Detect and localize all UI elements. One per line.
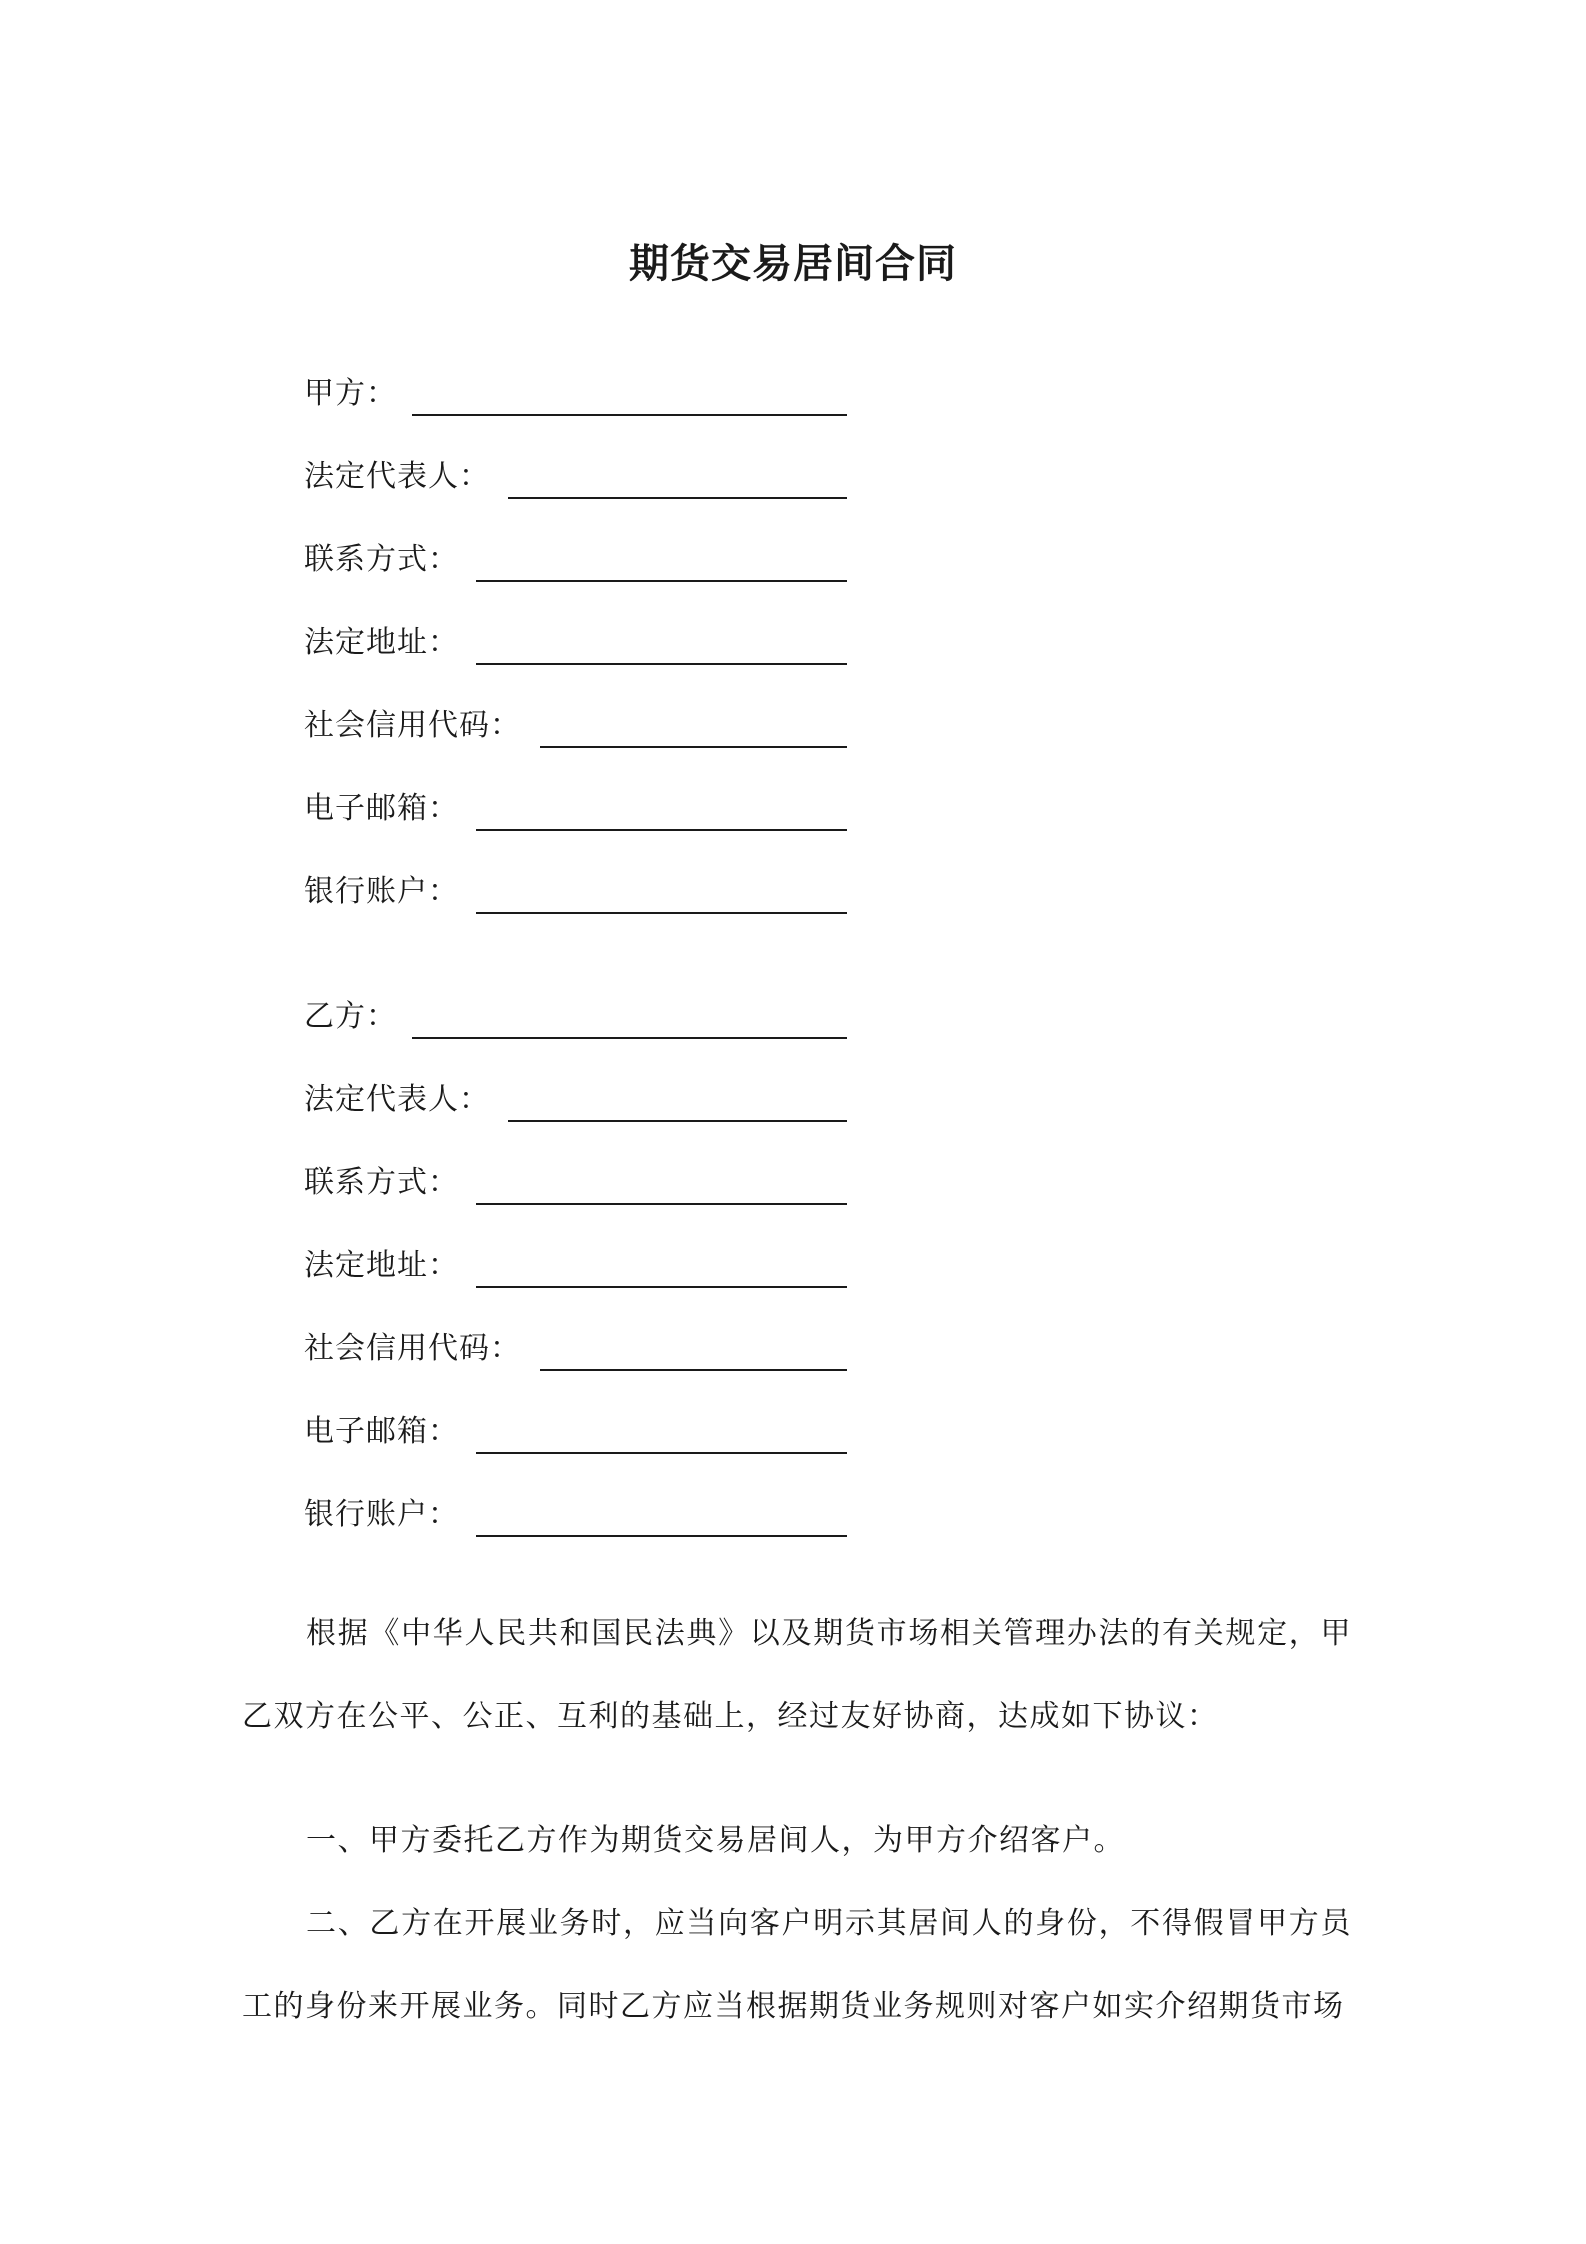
party-a-legal-rep-field bbox=[304, 451, 490, 497]
party-a-credit-code-blank-line[interactable] bbox=[540, 746, 847, 748]
party-a-address-blank-line[interactable] bbox=[476, 663, 847, 665]
party-b-bank-blank-line[interactable] bbox=[476, 1535, 847, 1537]
party-a-bank-label: 银行账户： bbox=[304, 874, 459, 909]
party-a-contact-label: 联系方式： bbox=[304, 542, 459, 577]
party-b-contact-field bbox=[304, 1157, 459, 1203]
party-a-address-label: 法定地址： bbox=[304, 625, 459, 660]
clause-2-paragraph: 二、乙方在开展业务时，应当向客户明示其居间人的身份，不得假冒甲方员工的身份来开展业务。同时乙方应当根据期货业务规则对客户如实介绍期货市场 bbox=[242, 1906, 1352, 2024]
party-b-legal-rep-field bbox=[304, 1074, 490, 1120]
party-b-email-field bbox=[304, 1406, 459, 1452]
document-title: 期货交易居间合同 bbox=[629, 241, 957, 287]
party-b-bank-label: 银行账户： bbox=[304, 1497, 459, 1532]
party-a-legal-rep-label: 法定代表人： bbox=[304, 459, 490, 494]
party-b-address-field bbox=[304, 1240, 459, 1286]
party-b-credit-code-field bbox=[304, 1323, 521, 1369]
party-a-credit-code-field bbox=[304, 700, 521, 746]
preamble-paragraph: 根据《中华人民共和国民法典》以及期货市场相关管理办法的有关规定，甲乙双方在公平、公正、互利的基础上，经过友好协商，达成如下协议： bbox=[242, 1616, 1352, 1734]
party-b-credit-code-label: 社会信用代码： bbox=[304, 1331, 521, 1366]
party-a-email-label: 电子邮箱： bbox=[304, 791, 459, 826]
party-b-email-label: 电子邮箱： bbox=[304, 1414, 459, 1449]
party-a-email-field bbox=[304, 783, 459, 829]
party-b-contact-blank-line[interactable] bbox=[476, 1203, 847, 1205]
party-a-blank-line[interactable] bbox=[412, 414, 847, 416]
party-b-label: 乙方： bbox=[304, 999, 397, 1034]
party-b-legal-rep-label: 法定代表人： bbox=[304, 1082, 490, 1117]
party-a-field bbox=[304, 368, 397, 414]
party-a-legal-rep-blank-line[interactable] bbox=[508, 497, 847, 499]
party-b-contact-label: 联系方式： bbox=[304, 1165, 459, 1200]
party-a-label: 甲方： bbox=[304, 376, 397, 411]
party-b-email-blank-line[interactable] bbox=[476, 1452, 847, 1454]
party-a-bank-blank-line[interactable] bbox=[476, 912, 847, 914]
party-b-address-blank-line[interactable] bbox=[476, 1286, 847, 1288]
party-a-address-field bbox=[304, 617, 459, 663]
party-b-legal-rep-blank-line[interactable] bbox=[508, 1120, 847, 1122]
party-a-contact-field bbox=[304, 534, 459, 580]
party-a-bank-field bbox=[304, 866, 459, 912]
party-b-blank-line[interactable] bbox=[412, 1037, 847, 1039]
party-b-credit-code-blank-line[interactable] bbox=[540, 1369, 847, 1371]
party-a-email-blank-line[interactable] bbox=[476, 829, 847, 831]
party-b-address-label: 法定地址： bbox=[304, 1248, 459, 1283]
party-a-credit-code-label: 社会信用代码： bbox=[304, 708, 521, 743]
clause-1-paragraph: 一、甲方委托乙方作为期货交易居间人，为甲方介绍客户。 bbox=[306, 1823, 1125, 1858]
party-b-field bbox=[304, 991, 397, 1037]
party-b-bank-field bbox=[304, 1489, 459, 1535]
party-a-contact-blank-line[interactable] bbox=[476, 580, 847, 582]
